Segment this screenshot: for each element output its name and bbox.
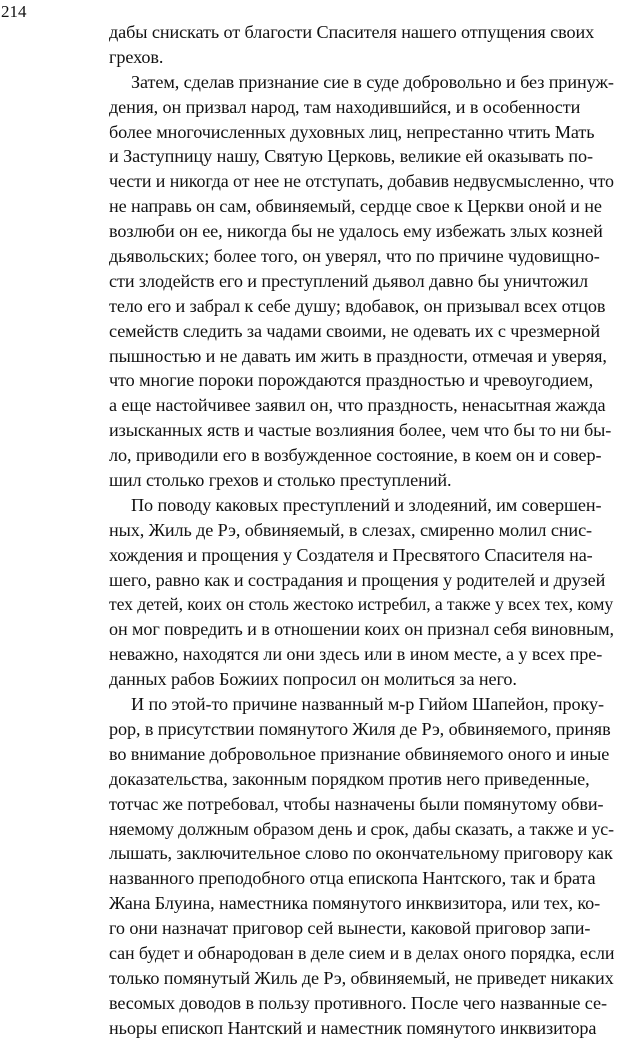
text-line: изысканных яств и частые возлияния более, чем что бы то ни бы- — [109, 420, 612, 441]
text-line: тех детей, коих он столь жестоко истребил, а также у всех тех, кому — [109, 594, 614, 615]
text-line: Жана Блуина, наместника помянутого инквизитора, или тех, ко- — [109, 893, 601, 914]
text-line: названного преподобного отца епископа Нантского, так и брата — [109, 868, 596, 889]
text-line: а еще настойчивее заявил он, что праздность, ненасытная жажда — [109, 395, 606, 416]
text-line: данных рабов Божиих попросил он молиться за него. — [109, 669, 517, 690]
text-line: шил столько грехов и столько преступлений. — [109, 470, 452, 491]
text-line: семейств следить за чадами своими, не одевать их с чрезмерной — [109, 320, 601, 341]
text-line: хождения и прощения у Создателя и Пресвятого Спасителя на- — [109, 544, 593, 565]
text-line: более многочисленных духовных лиц, непрестанно чтить Мать — [109, 121, 595, 142]
text-line: и Заступницу нашу, Святую Церковь, великие ей оказывать по- — [109, 146, 593, 167]
text-line: дения, он призвал народ, там находившийся, и в особенности — [109, 96, 581, 117]
text-line: лышать, заключительное слово по окончательному приговору как — [109, 843, 613, 864]
text-line: не направь он сам, обвиняемый, сердце свое к Церкви оной и не — [109, 196, 602, 217]
page-number: 214 — [1, 2, 27, 21]
text-block — [109, 20, 614, 1041]
text-line: По поводу каковых преступлений и злодеяний, им совершен- — [131, 494, 602, 515]
text-line: чести и никогда от нее не отступать, добавив недвусмысленно, что — [109, 171, 614, 192]
text-line: весомых доводов в пользу противного. После чего названные се- — [109, 992, 607, 1013]
text-line: няемому должным образом день и срок, дабы сказать, а также и ус- — [109, 818, 614, 839]
text-line: го они назначат приговор сей вынести, каковой приговор запи- — [109, 918, 591, 939]
text-line: Затем, сделав признание сие в суде добровольно и без принуж- — [131, 71, 614, 92]
text-line: И по этой-то причине названный м-р Гийом Шапейон, проку- — [131, 694, 604, 715]
text-line: сти злодейств его и преступлений дьявол давно бы уничтожил — [109, 270, 588, 291]
text-line: тотчас же потребовал, чтобы назначены были помянутому обви- — [109, 793, 604, 814]
text-line: ло, приводили его в возбужденное состояние, в коем он и совер- — [109, 445, 602, 466]
text-line: тело его и забрал к себе душу; вдобавок, он призывал всех отцов — [109, 295, 606, 316]
text-line: ных, Жиль де Рэ, обвиняемый, в слезах, смиренно молил снис- — [109, 519, 592, 540]
text-line: сан будет и обнародован в деле сием и в делах оного порядка, если — [109, 942, 615, 963]
text-line: рор, в присутствии помянутого Жиля де Рэ, обвиняемого, приняв — [109, 718, 611, 739]
text-line: он мог повредить и в отношении коих он признал себя виновным, — [109, 619, 614, 640]
text-line: только помянутый Жиль де Рэ, обвиняемый, не приведет никаких — [109, 967, 614, 988]
text-line: грехов. — [109, 46, 164, 67]
text-line: что многие пороки порождаются праздностью и чревоугодием, — [109, 370, 594, 391]
text-line: во внимание добровольное признание обвиняемого оного и иные — [109, 743, 610, 764]
text-line: доказательства, законным порядком против него приведенные, — [109, 768, 590, 789]
text-line: возлюби он ее, никогда бы не удалось ему избежать злых козней — [109, 221, 603, 242]
text-line: пышностью и не давать им жить в праздности, отмечая и уверяя, — [109, 345, 607, 366]
text-line: дабы снискать от благости Спасителя нашего отпущения своих — [109, 22, 595, 42]
text-line: ньоры епископ Нантский и наместник помянутого инквизитора — [109, 1017, 597, 1038]
text-line: дьявольских; более того, он уверял, что по причине чудовищно- — [109, 246, 600, 267]
text-line: шего, равно как и сострадания и прощения у родителей и друзей — [109, 569, 606, 590]
text-line: неважно, находятся ли они здесь или в ином месте, а у всех пре- — [109, 644, 603, 665]
